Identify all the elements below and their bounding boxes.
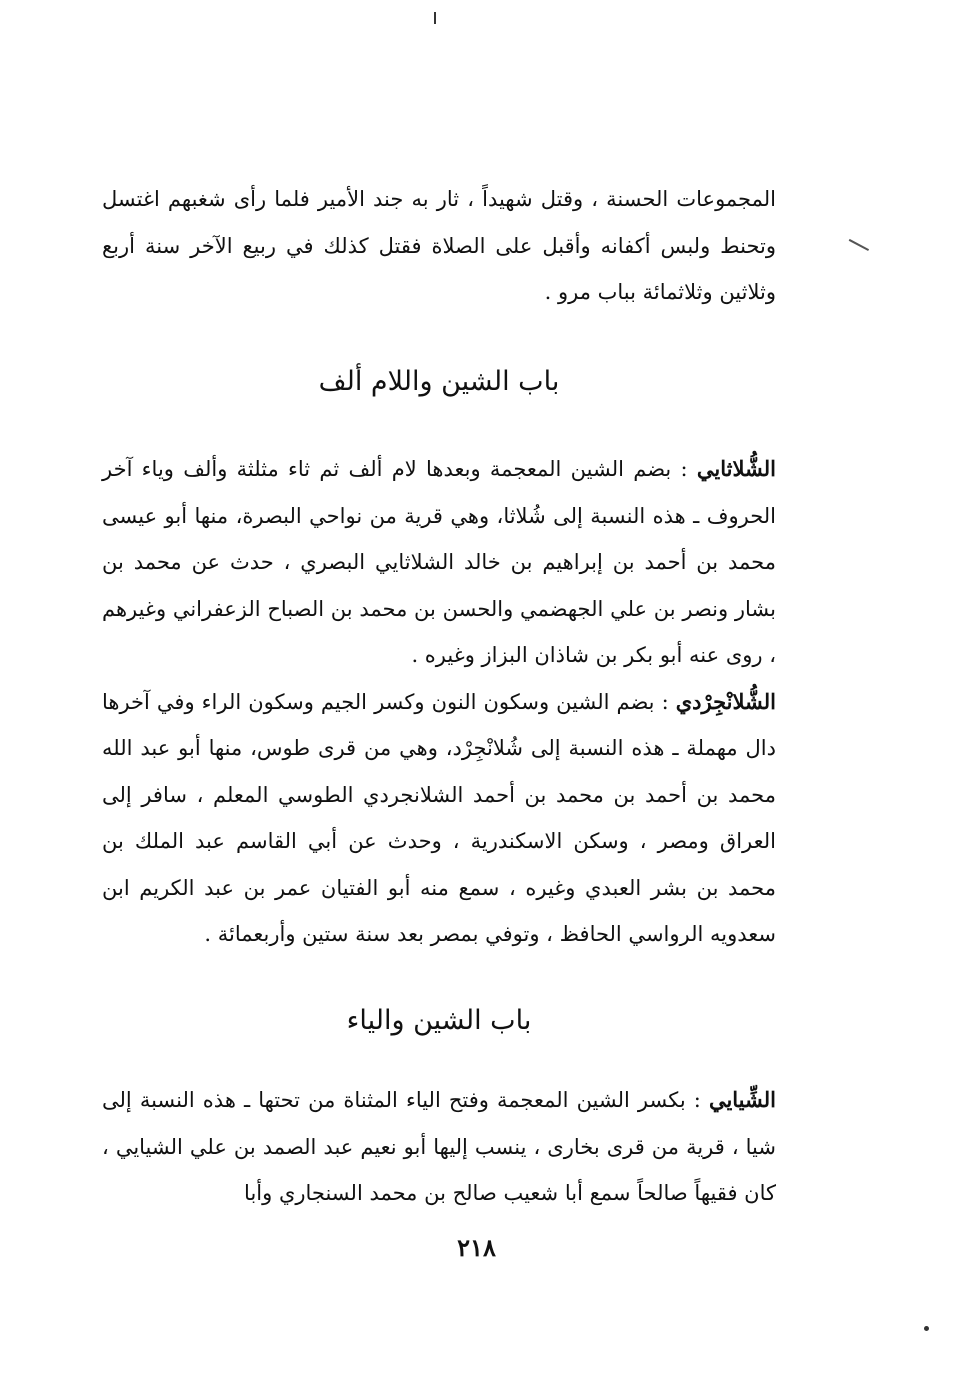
- section-heading-shin-lam-alif: باب الشين واللام ألف: [318, 366, 560, 397]
- entry-body: : بكسر الشين المعجمة وفتح الياء المثناة من تحتها ـ هذه النسبة إلى شيا ، قرية من قرى بخارى ، ينسب إليها أبو نعيم عبد الصمد بن علي الشيايي ، كان فقيهاً صالحاً سمع أبا شعيب صالح بن محمد السنجاري وأبا: [102, 1088, 776, 1205]
- section-shin-lam-alif: [102, 446, 776, 958]
- section-shin-ya: [102, 1077, 776, 1217]
- entry-headword: الشُّلاثايي: [696, 456, 776, 481]
- intro-text: المجموعات الحسنة ، وقتل شهيداً ، ثار به جند الأمير فلما رأى شغبهم اغتسل وتحنط ولبس أكفانه وأقبل على الصلاة فقتل كذلك في ربيع الآخر سنة أربع وثلاثين وثلاثمائة بباب مرو .: [102, 187, 776, 304]
- entry-shulathayi: [102, 446, 776, 679]
- margin-stroke-mark: [849, 239, 869, 251]
- entry-shiyayi: [102, 1077, 776, 1217]
- entry-headword: الشِّيايي: [708, 1087, 776, 1112]
- intro-paragraph: [102, 176, 776, 316]
- corner-dot-mark: [924, 1326, 929, 1331]
- entry-shulanjirdi: [102, 679, 776, 958]
- section-heading-shin-ya: باب الشين والياء: [346, 1005, 532, 1036]
- top-margin-mark: [434, 12, 436, 24]
- entry-headword: الشُّلانْجِرْدي: [675, 688, 776, 714]
- entry-body: : بضم الشين وسكون النون وكسر الجيم وسكون الراء وفي آخرها دال مهملة ـ هذه النسبة إلى شُلانْجِرْد، وهي من قرى طوس، منها أبو عبد الله محمد بن أحمد بن محمد بن أحمد الشلانجردي الطوسي المعلم ، سافر إلى العراق ومصر ، وسكن الاسكندرية ، وحدث عن أبي القاسم عبد الملك بن محمد بن بشر العبدي وغيره ، سمع منه أبو الفتيان عمر بن عبد الكريم ابن سعدويه الرواسي الحافظ ، وتوفي بمصر بعد سنة ستين وأربعمائة .: [102, 689, 776, 946]
- entry-body: : بضم الشين المعجمة وبعدها لام ألف ثم ثاء مثلثة وألف وياء آخر الحروف ـ هذه النسبة إلى شُلاثا، وهي قرية من نواحي البصرة، منها أبو عيسى محمد بن أحمد بن إبراهيم بن خالد الشلاثايي البصري ، حدث عن محمد بن بشار ونصر بن علي الجهضمي والحسن بن محمد بن الصباح الزعفراني وغيرهم ، روى عنه أبو بكر بن شاذان البزاز وغيره .: [102, 457, 776, 667]
- page-number: ٢١٨: [457, 1233, 496, 1262]
